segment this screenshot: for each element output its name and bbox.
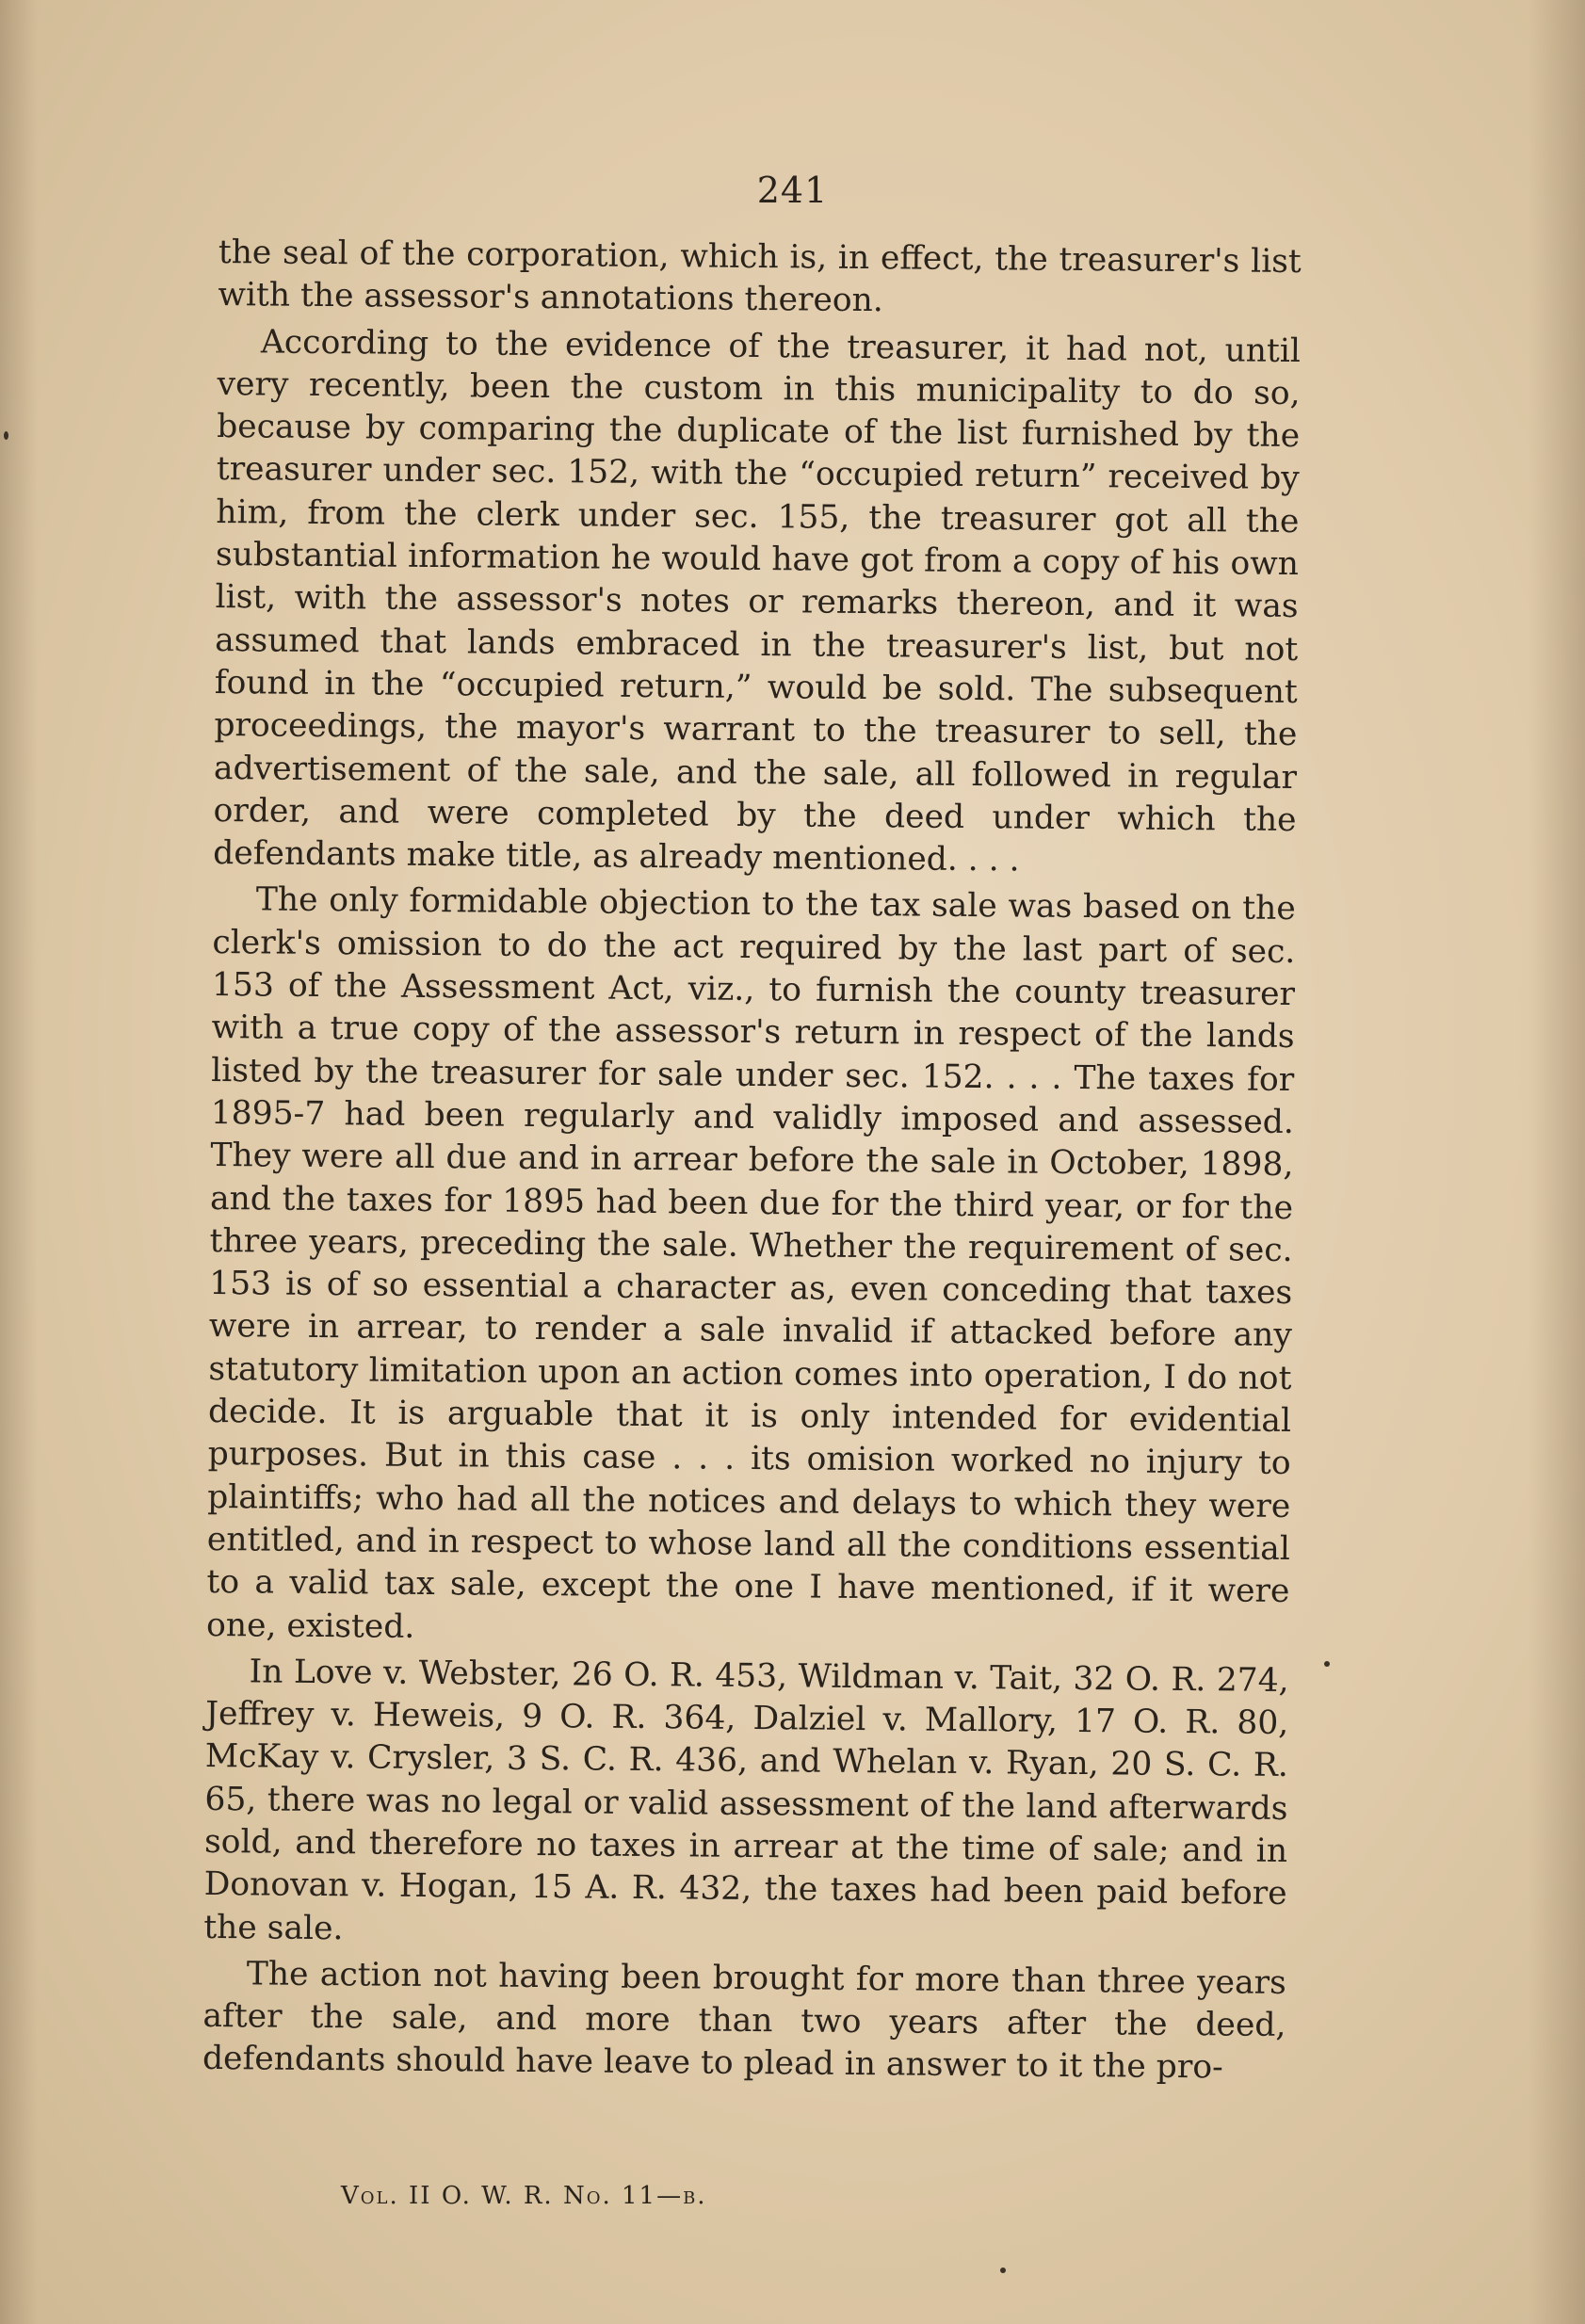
- ink-speck: [4, 431, 8, 440]
- paragraph-1: the seal of the corporation, which is, in effect, the treasurer's list with the assessor's annotations thereon.: [218, 233, 1302, 320]
- ink-speck: [1324, 1661, 1330, 1667]
- paragraph-5: The action not having been brought for more than three years after the sale, and more than two years after the deed, defendants should have leave to plead in answer to it the pro-: [202, 1955, 1286, 2087]
- paragraph-2: According to the evidence of the treasurer, it had not, until very recently, been the custom in this municipality to do so, because by comparing the duplicate of the list furnished by the treasurer under sec. 152, with the “occupied return” received by him, from the clerk under sec. 155, the treasurer got all the substantial information he would have got from a copy of his own list, with the assessor's notes or remarks thereon, and it was assumed that lands embraced in the treasurer's list, but not found in the “occupied return,” would be sold. The subsequent proceedings, the mayor's warrant to the treasurer to sell, the advertisement of the sale, and the sale, all followed in regular order, and were completed by the deed under which the defendants make title, as already mentioned. . . .: [213, 322, 1302, 880]
- paragraph-3: The only formidable objection to the tax sale was based on the clerk's omission to do the act required by the last part of sec. 153 of the Assessment Act, viz., to furnish the county treasurer with a true copy of the assessor's return in respect of the lands listed by the treasurer for sale under sec. 152. . . . The taxes for 1895-7 had been regularly and validly imposed and assessed. They were all due and in arrear before the sale in October, 1898, and the taxes for 1895 had been due for the third year, or for the three years, preceding the sale. Whether the requirement of sec. 153 is of so essential a character as, even conceding that taxes were in arrear, to render a sale invalid if attacked before any statutory limitation upon an action comes into operation, I do not decide. It is arguable that it is only intended for evidential purposes. But in this case . . . its omision worked no injury to plaintiffs; who had all the notices and delays to which they were entitled, and in respect to whose land all the conditions essential to a valid tax sale, except the one I have mentioned, if it were one, existed.: [205, 880, 1296, 1646]
- page-edge-shadow: [1528, 0, 1585, 2324]
- body-text: [202, 232, 1302, 2094]
- gutter-shadow: [0, 0, 38, 2324]
- volume-footer: Vol. II O. W. R. No. 11—b.: [341, 2182, 707, 2210]
- ink-speck: [1000, 2268, 1006, 2273]
- page-number: 241: [756, 169, 829, 211]
- paragraph-4: In Love v. Webster, 26 O. R. 453, Wildman v. Tait, 32 O. R. 274, Jeffrey v. Heweis, 9 O. R. 364, Dalziel v. Mallory, 17 O. R. 80, McKay v. Crysler, 3 S. C. R. 436, and Whelan v. Ryan, 20 S. C. R. 65, there was no legal or valid assessment of the land afterwards sold, and therefore no taxes in arrear at the time of sale; and in Donovan v. Hogan, 15 A. R. 432, the taxes had been paid before the sale.: [203, 1653, 1289, 1947]
